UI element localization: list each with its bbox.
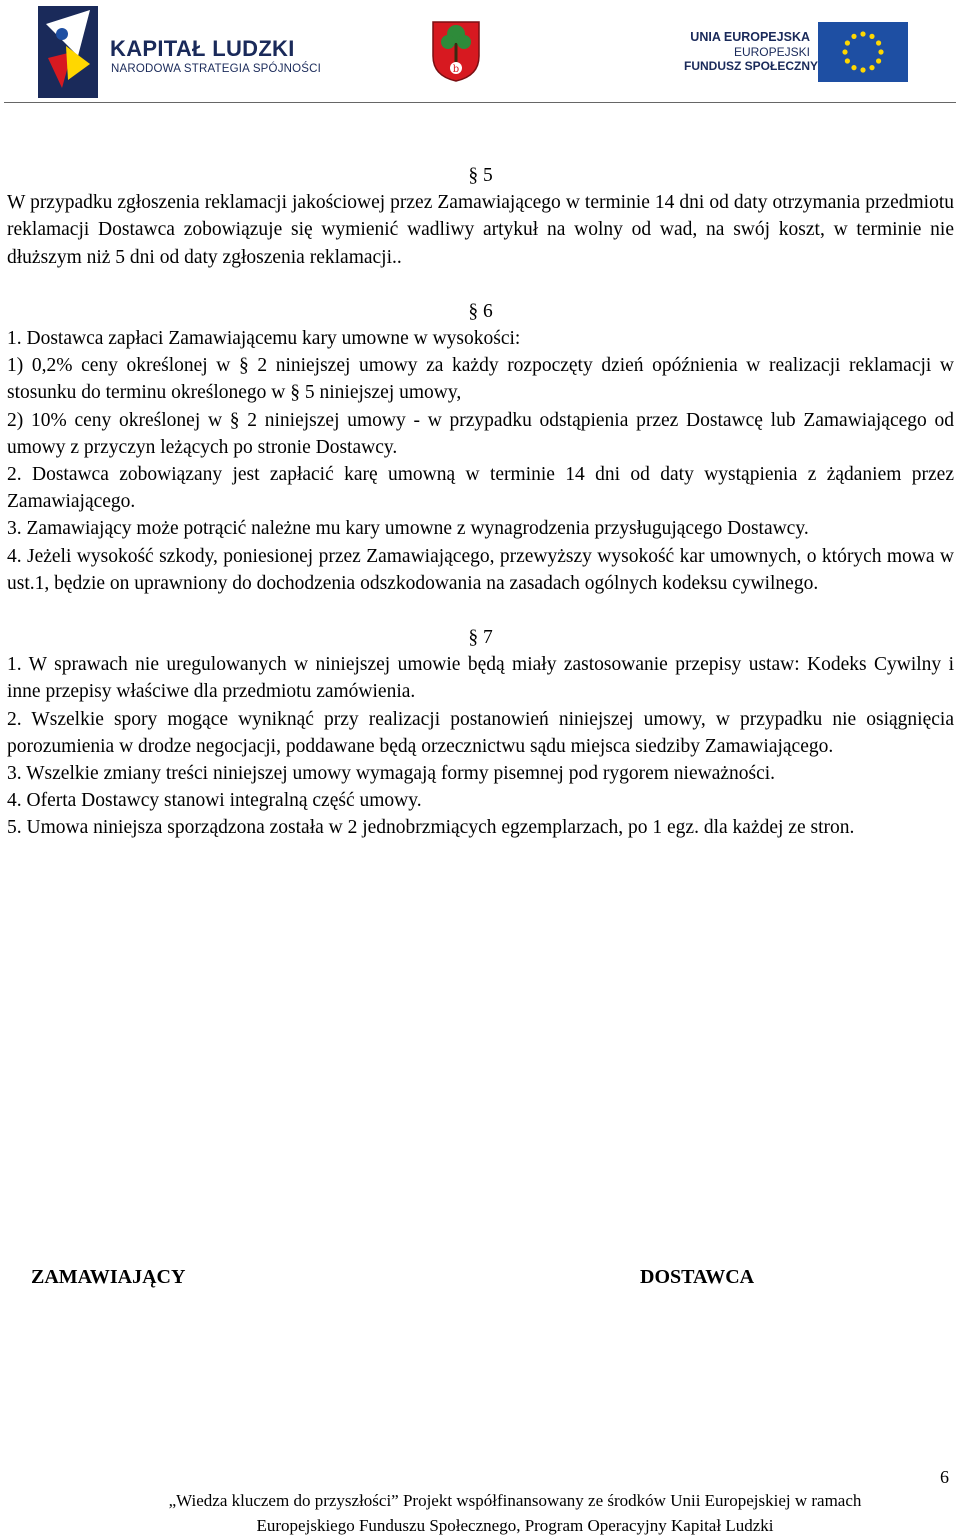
section-6-item: 4. Jeżeli wysokość szkody, poniesionej przez Zamawiającego, przewyższy wysokość kar umownych, o których mowa w ust.1, będzie on uprawniony do dochodzenia odszkodowania na zasadach ogólnych kodeksu cywilnego. (7, 545, 954, 594)
section-6-item: 2) 10% ceny określonej w § 2 niniejszej umowy - w przypadku odstąpienia przez Dostawcę lub Zamawiającego od umowy z przyczyn leżących po stronie Dostawcy. (7, 409, 954, 458)
section-6-item: 1) 0,2% ceny określonej w § 2 niniejszej umowy za każdy rozpoczęty dzień opóźnienia w realizacji reklamacji w stosunku do terminu określonego w § 5 niniejszej umowy, (7, 355, 954, 404)
section-7-item: 5. Umowa niniejsza sporządzona została w 2 jednobrzmiących egzemplarzach, po 1 egz. dla każdej ze stron. (7, 817, 855, 839)
page-number: 6 (940, 1467, 949, 1487)
section-heading-5: § 5 (468, 165, 493, 186)
kapital-ludzki-subtitle: NARODOWA STRATEGIA SPÓJNOŚCI (111, 63, 322, 75)
eu-fund-label (684, 30, 819, 73)
page-footer (0, 1488, 960, 1538)
section-6-item: 2. Dostawca zobowiązany jest zapłacić karę umowną w terminie 14 dni od daty wystąpienia z żądaniem przez Zamawiającego. (7, 464, 954, 513)
footer-line-1: „Wiedza kluczem do przyszłości” Projekt współfinansowany ze środków Unii Europejskiej w ramach (168, 1491, 862, 1510)
signature-buyer: ZAMAWIAJĄCY (31, 1266, 186, 1288)
section-5-paragraph: W przypadku zgłoszenia reklamacji jakościowej przez Zamawiającego w terminie 14 dni od daty otrzymania przedmiotu reklamacji Dostawca zobowiązuje się wymienić wadliwy artykuł na wolny od wad, na swój koszt, w terminie nie dłuższym niż 5 dni od daty zgłoszenia reklamacji.. (7, 192, 954, 268)
section-6-item: 1. Dostawca zapłaci Zamawiającemu kary umowne w wysokości: (7, 328, 521, 350)
page-header (0, 0, 960, 104)
section-7-item: 1. W sprawach nie uregulowanych w niniejszej umowie będą miały zastosowanie przepisy ustaw: Kodeks Cywilny i inne przepisy właściwe dla przedmiotu zamówienia. (7, 654, 954, 703)
section-heading-6: § 6 (468, 300, 493, 322)
signature-supplier: DOSTAWCA (640, 1266, 755, 1288)
municipal-crest-icon (431, 20, 481, 82)
kapital-ludzki-title: KAPITAŁ LUDZKI (110, 36, 295, 61)
section-7-item: 2. Wszelkie spory mogące wyniknąć przy realizacji postanowień niniejszej umowy, w przypadku nie osiągnięcia porozumienia w drodze negocjacji, poddawane będą orzecznictwu sądu miejsca siedziby Zamawiającego. (7, 708, 954, 757)
section-heading-7: § 7 (468, 627, 493, 649)
header-divider (4, 102, 956, 103)
eu-flag-icon (818, 22, 908, 82)
footer-line-2: Europejskiego Funduszu Społecznego, Program Operacyjny Kapitał Ludzki (256, 1516, 774, 1535)
eu-line-1: UNIA EUROPEJSKA (690, 30, 810, 44)
section-6-item: 3. Zamawiający może potrącić należne mu kary umowne z wynagrodzenia przysługującego Dostawcy. (7, 518, 809, 540)
section-7-item: 4. Oferta Dostawcy stanowi integralną część umowy. (7, 790, 422, 812)
kapital-ludzki-logo-icon (38, 6, 98, 98)
document-body (7, 162, 954, 842)
eu-line-3: FUNDUSZ SPOŁECZNY (684, 59, 819, 73)
section-7-item: 3. Wszelkie zmiany treści niniejszej umowy wymagają formy pisemnej pod rygorem nieważności. (7, 763, 776, 785)
svg-text:b: b (452, 64, 460, 75)
eu-line-2: EUROPEJSKI (733, 45, 810, 59)
